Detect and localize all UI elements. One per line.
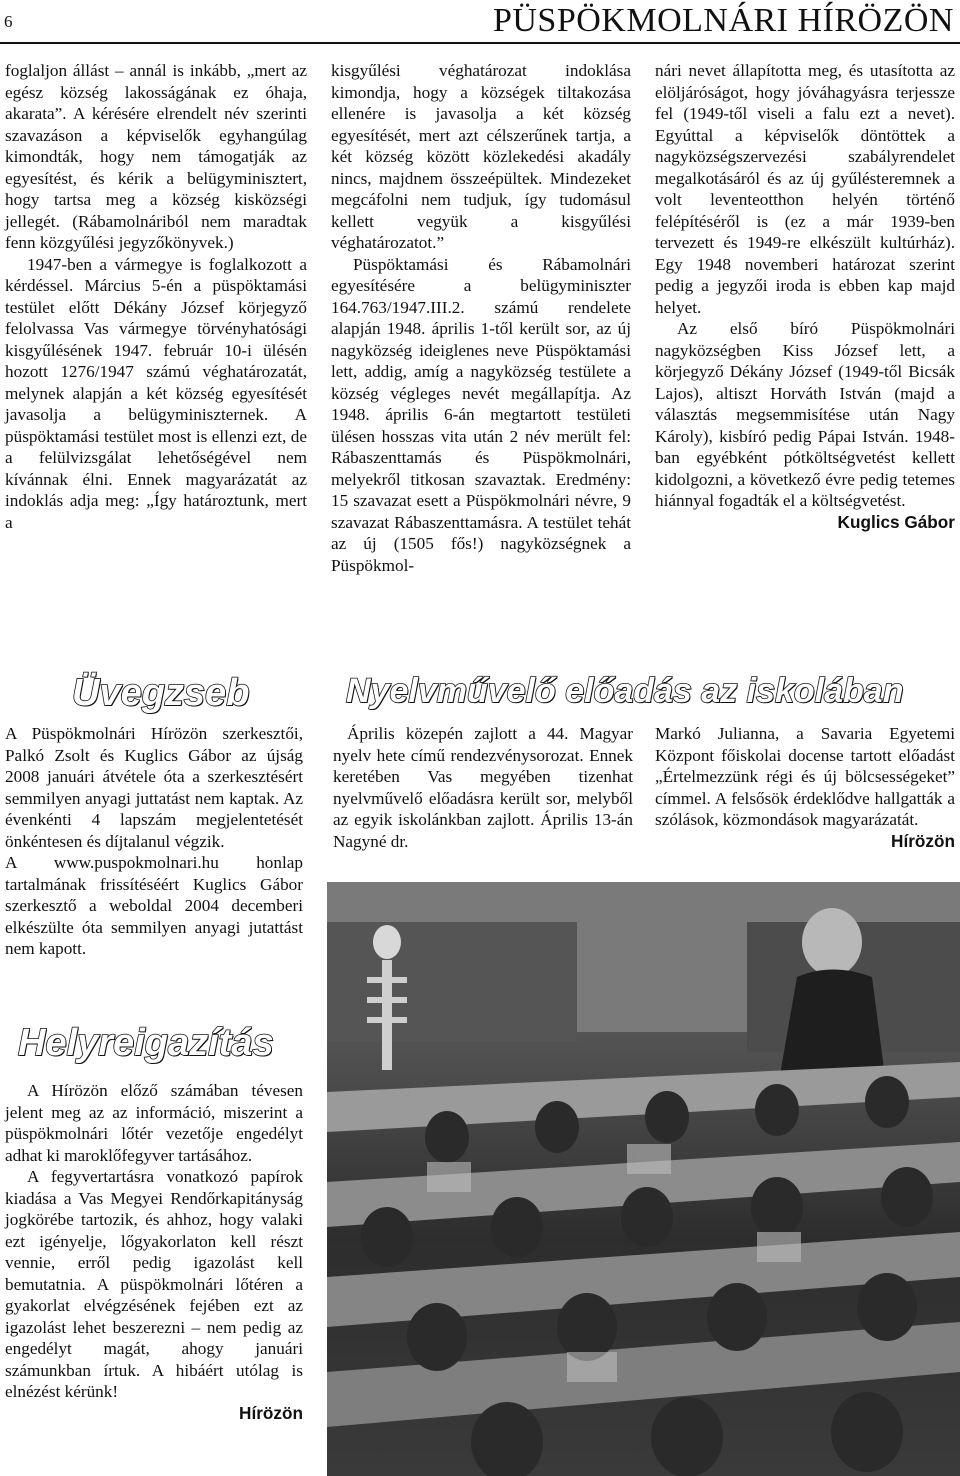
article-column-1 [5, 60, 307, 533]
nyelvmuvelo-column-right [655, 723, 955, 852]
article-signature: Kuglics Gábor [837, 511, 955, 532]
uvegzseb-title: Üvegzseb [72, 672, 250, 714]
header-rule [0, 42, 960, 44]
article-paragraph: Az első bíró Püspökmolnári nagyközségben Kiss József lett, a körjegyző Dékány József (1949-től Bicsák Lajos), altiszt Horváth István (majd a választás megsemmisítése után Nagy Károly), kisbíró pedig Pápai István. 1948-ban egyébként pótköltségvetést kellett kidolgozni, a következő évre pedig tetemes hiánnyal fogadták el a költségvetést. [655, 319, 955, 510]
helyreigazitas-paragraph: A fegyvertartásra vonatkozó papírok kiadása a Vas Megyei Rendőrkapitányság jogkörébe tartozik, és ahhoz, hogy valaki ezt igényelje, lőgyakorlaton kell részt vennie, erről pedig igazolást kell bemutatnia. A püspökmolnári lőtéren a gyakorlat elvégzésének fejében ezt az igazolást lehet beszerezni – nem pedig az engedélyt magát, ahogy januári számunkban írtuk. A hibáért utólag is elnézést kérünk! [5, 1167, 303, 1401]
article-paragraph: kisgyűlési véghatározat indoklása kimondja, hogy a községek tiltakozása ellenére is javasolja a két község egyesítését, mert azt célszerűnek tartja, a két község között közlekedési akadály nincs, majdnem összeépültek. Mindezeket megcáfolni nem tudjuk, így tudomásul kellett vegyük a kisgyűlési véghatározatot.” [331, 61, 631, 252]
uvegzseb-body [5, 723, 303, 960]
article-paragraph: 1947-ben a vármegye is foglalkozott a kérdéssel. Március 5-én a püspöktamási testület előtt Dékány József körjegyző felolvassa Vas vármegye törvényhatósági kisgyűlésének 1947. február 10-i ülésén hozott 1276/1947 számú véghatározatát, melynek alapján a két község egyesítését javasolja a belügyminiszternek. A püspöktamási testület most is ellenzi ezt, de a felülvizsgálat lehetőségével nem kívánnak élni. Ennek magyarázatát az indoklás adja meg: „Így határoztunk, mert a [5, 254, 307, 532]
nyelvmuvelo-column-left [333, 723, 633, 852]
article-paragraph: Püspöktamási és Rábamolnári egyesítésére a belügyminiszter 164.763/1947.III.2. számú rendelete alapján 1948. április 1-től került sor, az új nagyközség ideiglenes neve Püspöktamási lett, addig, amíg a nagyközség testülete a község végleges nevét megállapítja. Az 1948. április 6-án megtartott testületi ülésen hosszas vita után 2 név merült fel: Rábaszenttamás és Püspökmolnári, melyekről titkosan szavaztak. Eredmény: 15 szavazat esett a Püspökmolnári névre, 9 szavazat Rábaszenttamásra. A testület tehát az új (1505 fős!) nagyközségnek a Püspökmol- [331, 254, 631, 575]
article-column-2 [331, 60, 631, 576]
helyreigazitas-signature: Hírözön [239, 1402, 303, 1423]
page-number: 6 [4, 12, 13, 31]
helyreigazitas-body [5, 1080, 303, 1424]
article-paragraph: foglaljon állást – annál is inkább, „mert az egész község lakosságának ez óhaja, akarata”. A kérésére elrendelt név szerinti szavazáson a képviselők egyhangúlag kimondták, hogy nem támogatják az egyesítést, és kérik a belügyminisztert, hogy tartsa meg a község kisközségi jellegét. (Rábamolnáriból nem maradtak fenn közgyűlési jegyzőkönyvek.) [5, 61, 307, 252]
nyelvmuvelo-paragraph: Markó Julianna, a Savaria Egyetemi Központ főiskolai docense tartott előadást „Értelmezzünk régi és új bölcsességeket” címmel. A felsősök érdeklődve hallgatták a szólások, közmondások magyarázatát. [655, 724, 955, 829]
helyreigazitas-paragraph: A Hírözön előző számában tévesen jelent meg az az információ, miszerint a püspökmolnári lőtér vezetője engedélyt adhat ki maroklőfegyver tartásához. [5, 1081, 303, 1165]
article-paragraph: nári nevet állapította meg, és utasította az elöljáróságot, hogy jóváhagyásra terjessze fel (1949-től viseli a falu ezt a nevet). Egyúttal a képviselők döntöttek a nagyközségszervezési szabályrendelet megalkotásáról és az új gyűlésteremnek a volt leventeotthon helyén történő felépítéséről is (ez a már 1939-ben tervezett és 1949-re elkészült kultúrház). Egy 1948 novemberi határozat szerint pedig a jegyzői iroda is ebben kap majd helyet. [655, 61, 955, 317]
nyelvmuvelo-paragraph: Április közepén zajlott a 44. Magyar nyelv hete című rendezvénysorozat. Ennek keretében Vas megyében tizenhat nyelvművelő előadásra került sor, melyből az egyik iskolánkban zajlott. Április 13-án Nagyné dr. [333, 724, 633, 851]
page-header [0, 0, 960, 44]
running-title: PÜSPÖKMOLNÁRI HÍRÖZÖN [492, 2, 954, 39]
helyreigazitas-title: Helyreigazítás [18, 1022, 274, 1064]
uvegzseb-paragraph: A Püspökmolnári Hírözön szerkesztői, Palkó Zsolt és Kuglics Gábor az újság 2008 januári átvétele óta a szerkesztésért semmilyen anyagi juttatást nem kaptak. Az évenkénti 4 lapszám megjelentetését önkéntesen és díjtalanul végzik. [5, 724, 303, 851]
nyelvmuvelo-title: Nyelvművelő előadás az iskolában [346, 672, 904, 710]
article-column-3 [655, 60, 955, 533]
nyelvmuvelo-signature: Hírözön [891, 830, 955, 851]
classroom-photo [327, 882, 960, 1476]
uvegzseb-paragraph: A www.puspokmolnari.hu honlap tartalmának frissítéséért Kuglics Gábor szerkesztő a weboldal 2004 decemberi elkészülte óta semmilyen anyagi jutattást nem kapott. [5, 853, 303, 958]
